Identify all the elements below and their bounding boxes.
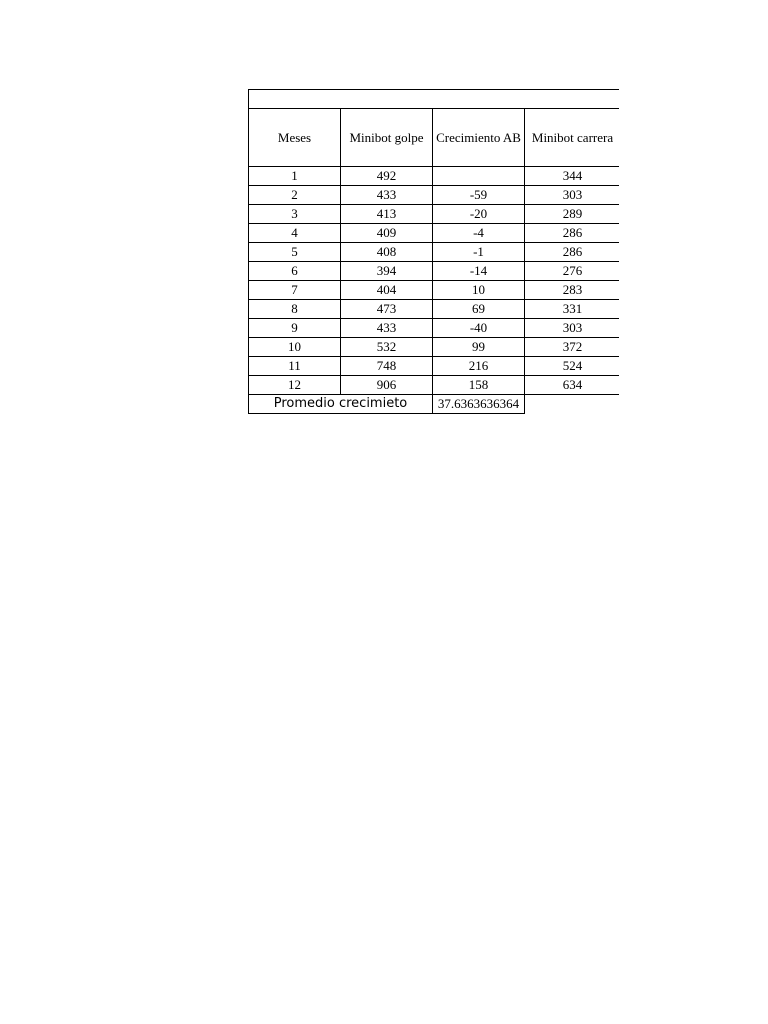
cell-mes[interactable]: 6 [249,262,341,281]
cell-crecimiento-ab[interactable]: -59 [433,186,525,205]
cell-minibot-carrera[interactable]: 303 [525,186,620,205]
cell-minibot-carrera[interactable]: 331 [525,300,620,319]
average-growth-label[interactable]: Promedio crecimieto [249,395,433,414]
cell-minibot-golpe[interactable]: 408 [341,243,433,262]
cell-crecimiento-ab[interactable]: -20 [433,205,525,224]
cell-minibot-carrera[interactable]: 286 [525,243,620,262]
cell-crecimiento-ab[interactable]: -4 [433,224,525,243]
growth-table [248,89,619,414]
cell-mes[interactable]: 1 [249,167,341,186]
cell-mes[interactable]: 12 [249,376,341,395]
cell-crecimiento-ab[interactable] [433,167,525,186]
cell-mes[interactable]: 8 [249,300,341,319]
cell-minibot-golpe[interactable]: 413 [341,205,433,224]
cell-crecimiento-ab[interactable]: 99 [433,338,525,357]
cell-minibot-carrera[interactable]: 289 [525,205,620,224]
cell-minibot-golpe[interactable]: 748 [341,357,433,376]
cell-crecimiento-ab[interactable]: -40 [433,319,525,338]
header-minibot-carrera[interactable]: Minibot carrera [525,109,620,167]
empty-cell[interactable] [525,395,620,414]
cell-crecimiento-ab[interactable]: 216 [433,357,525,376]
title-cell[interactable] [249,90,620,109]
cell-minibot-golpe[interactable]: 394 [341,262,433,281]
cell-minibot-carrera[interactable]: 303 [525,319,620,338]
cell-minibot-golpe[interactable]: 404 [341,281,433,300]
cell-minibot-carrera[interactable]: 524 [525,357,620,376]
cell-minibot-golpe[interactable]: 409 [341,224,433,243]
cell-crecimiento-ab[interactable]: -1 [433,243,525,262]
table-row [249,243,620,262]
cell-minibot-golpe[interactable]: 473 [341,300,433,319]
cell-minibot-carrera[interactable]: 286 [525,224,620,243]
cell-mes[interactable]: 2 [249,186,341,205]
cell-mes[interactable]: 7 [249,281,341,300]
table-row [249,376,620,395]
cell-mes[interactable]: 3 [249,205,341,224]
average-growth-value[interactable]: 37.6363636364 [433,395,525,414]
header-meses[interactable]: Meses [249,109,341,167]
cell-minibot-carrera[interactable]: 283 [525,281,620,300]
table-row [249,281,620,300]
header-minibot-golpe[interactable]: Minibot golpe [341,109,433,167]
table-row [249,167,620,186]
cell-minibot-golpe[interactable]: 492 [341,167,433,186]
cell-minibot-golpe[interactable]: 532 [341,338,433,357]
cell-mes[interactable]: 9 [249,319,341,338]
cell-mes[interactable]: 11 [249,357,341,376]
cell-minibot-carrera[interactable]: 276 [525,262,620,281]
header-crecimiento-ab[interactable]: Crecimiento AB [433,109,525,167]
cell-minibot-carrera[interactable]: 634 [525,376,620,395]
cell-crecimiento-ab[interactable]: -14 [433,262,525,281]
cell-minibot-golpe[interactable]: 433 [341,186,433,205]
table-row [249,300,620,319]
table-row [249,357,620,376]
cell-minibot-carrera[interactable]: 372 [525,338,620,357]
table-row [249,205,620,224]
table-row [249,338,620,357]
cell-mes[interactable]: 5 [249,243,341,262]
cell-mes[interactable]: 4 [249,224,341,243]
cell-mes[interactable]: 10 [249,338,341,357]
footer-row [249,395,620,414]
cell-minibot-carrera[interactable]: 344 [525,167,620,186]
table-row [249,186,620,205]
cell-minibot-golpe[interactable]: 906 [341,376,433,395]
table-row [249,262,620,281]
title-row [249,90,620,109]
table-row [249,224,620,243]
cell-crecimiento-ab[interactable]: 69 [433,300,525,319]
cell-minibot-golpe[interactable]: 433 [341,319,433,338]
cell-crecimiento-ab[interactable]: 158 [433,376,525,395]
spreadsheet-table-region [248,89,619,419]
header-row [249,109,620,167]
cell-crecimiento-ab[interactable]: 10 [433,281,525,300]
table-row [249,319,620,338]
